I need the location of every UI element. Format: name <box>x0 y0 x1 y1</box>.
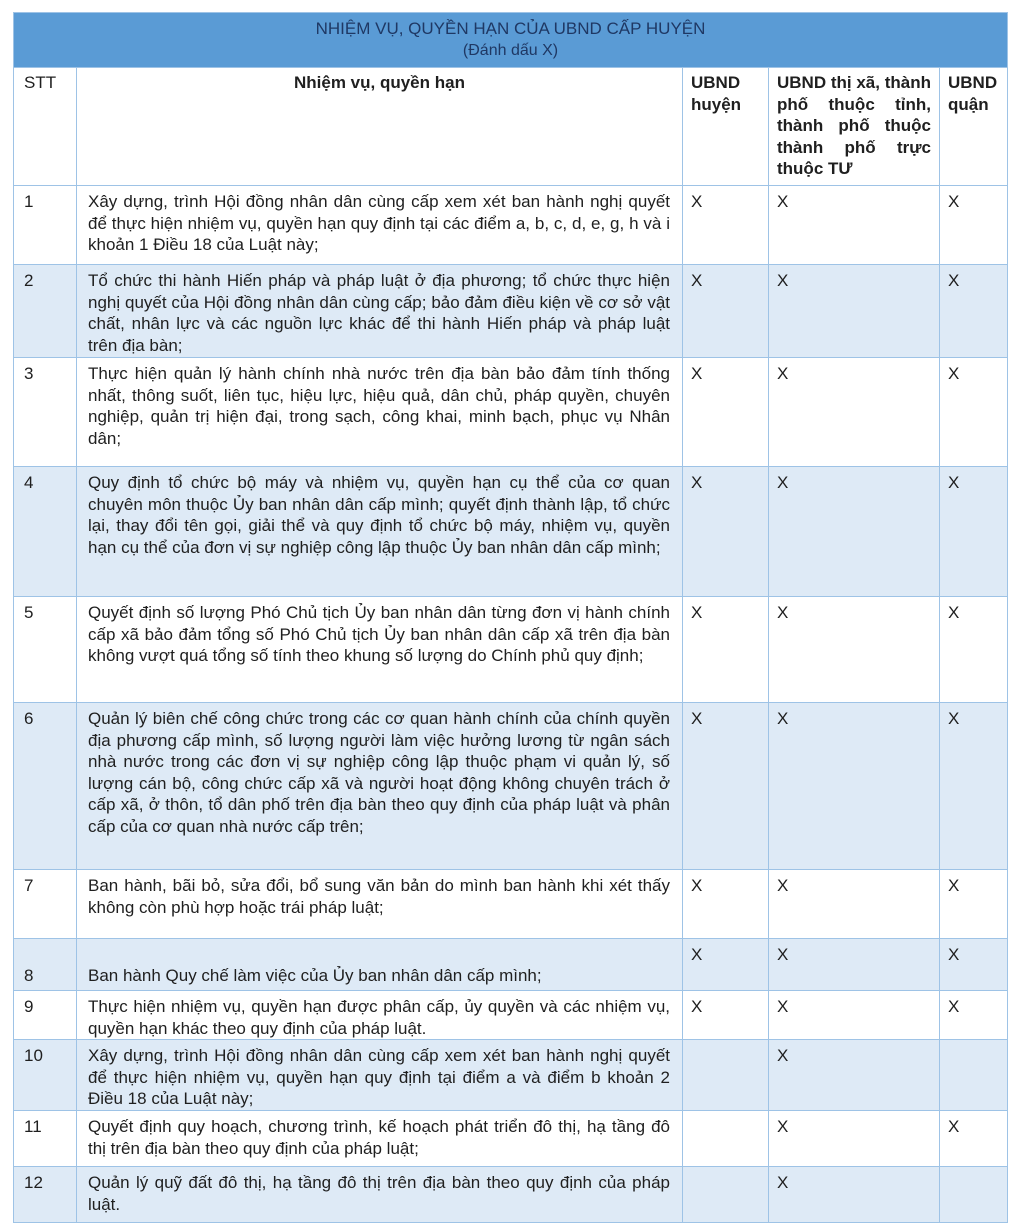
mark-quan: X <box>940 467 1008 597</box>
mark-quan: X <box>940 1111 1008 1167</box>
mark-thi-xa: X <box>769 597 940 703</box>
table-row <box>14 358 1008 467</box>
table-row <box>14 991 1008 1040</box>
mark-quan <box>940 1167 1008 1223</box>
row-stt: 11 <box>14 1111 77 1167</box>
row-task: Tổ chức thi hành Hiến pháp và pháp luật ở địa phương; tổ chức thực hiện nghị quyết của Hội đồng nhân dân cùng cấp; bảo đảm điều kiện về cơ sở vật chất, nhân lực và các nguồn lực khác để thi hành Hiến pháp và pháp luật trên địa bàn; <box>77 265 683 358</box>
row-task: Thực hiện nhiệm vụ, quyền hạn được phân cấp, ủy quyền và các nhiệm vụ, quyền hạn khác theo quy định của pháp luật. <box>77 991 683 1040</box>
table-row <box>14 467 1008 597</box>
table-row <box>14 597 1008 703</box>
mark-huyen <box>683 1040 769 1111</box>
mark-huyen: X <box>683 467 769 597</box>
duties-table-container <box>13 12 1007 1223</box>
mark-thi-xa: X <box>769 265 940 358</box>
table-row <box>14 265 1008 358</box>
header-ubnd-quan: UBND quận <box>940 68 1008 186</box>
row-task: Quyết định số lượng Phó Chủ tịch Ủy ban nhân dân từng đơn vị hành chính cấp xã bảo đảm tổng số Phó Chủ tịch Ủy ban nhân dân cấp xã trên địa bàn không vượt quá tổng số tính theo khung số lượng do Chính phủ quy định; <box>77 597 683 703</box>
row-stt: 1 <box>14 186 77 265</box>
table-row <box>14 1040 1008 1111</box>
row-stt: 5 <box>14 597 77 703</box>
mark-huyen: X <box>683 186 769 265</box>
mark-quan: X <box>940 358 1008 467</box>
mark-huyen: X <box>683 703 769 870</box>
table-row <box>14 939 1008 991</box>
mark-thi-xa: X <box>769 467 940 597</box>
mark-thi-xa: X <box>769 1167 940 1223</box>
table-row <box>14 870 1008 939</box>
table-title-main: NHIỆM VỤ, QUYỀN HẠN CỦA UBND CẤP HUYỆN <box>315 19 706 38</box>
table-title-subtitle: (Đánh dấu X) <box>462 42 559 59</box>
mark-quan: X <box>940 186 1008 265</box>
row-task: Ban hành Quy chế làm việc của Ủy ban nhân dân cấp mình; <box>77 939 683 991</box>
mark-huyen: X <box>683 939 769 991</box>
mark-huyen: X <box>683 991 769 1040</box>
row-stt: 2 <box>14 265 77 358</box>
row-stt: 10 <box>14 1040 77 1111</box>
row-task: Ban hành, bãi bỏ, sửa đổi, bổ sung văn bản do mình ban hành khi xét thấy không còn phù hợp hoặc trái pháp luật; <box>77 870 683 939</box>
mark-thi-xa: X <box>769 991 940 1040</box>
row-task: Quản lý quỹ đất đô thị, hạ tầng đô thị trên địa bàn theo quy định của pháp luật. <box>77 1167 683 1223</box>
row-stt: 3 <box>14 358 77 467</box>
column-header-row <box>14 68 1008 186</box>
mark-thi-xa: X <box>769 1040 940 1111</box>
row-stt: 12 <box>14 1167 77 1223</box>
row-stt: 4 <box>14 467 77 597</box>
mark-quan <box>940 1040 1008 1111</box>
mark-thi-xa: X <box>769 186 940 265</box>
row-task: Thực hiện quản lý hành chính nhà nước trên địa bàn bảo đảm tính thống nhất, thông suốt, liên tục, hiệu lực, hiệu quả, dân chủ, pháp quyền, chuyên nghiệp, quản trị hiện đại, trong sạch, công khai, minh bạch, phục vụ Nhân dân; <box>77 358 683 467</box>
mark-quan: X <box>940 703 1008 870</box>
row-stt: 6 <box>14 703 77 870</box>
row-stt: 8 <box>14 939 77 991</box>
mark-quan: X <box>940 265 1008 358</box>
row-stt: 9 <box>14 991 77 1040</box>
row-task: Xây dựng, trình Hội đồng nhân dân cùng cấp xem xét ban hành nghị quyết để thực hiện nhiệm vụ, quyền hạn quy định tại điểm a và điểm b khoản 2 Điều 18 của Luật này; <box>77 1040 683 1111</box>
mark-huyen: X <box>683 870 769 939</box>
header-ubnd-huyen: UBND huyện <box>683 68 769 186</box>
row-task: Xây dựng, trình Hội đồng nhân dân cùng cấp xem xét ban hành nghị quyết để thực hiện nhiệm vụ, quyền hạn quy định tại các điểm a, b, c, d, e, g, h và i khoản 1 Điều 18 của Luật này; <box>77 186 683 265</box>
table-row <box>14 1111 1008 1167</box>
mark-huyen <box>683 1167 769 1223</box>
mark-huyen <box>683 1111 769 1167</box>
row-task: Quy định tổ chức bộ máy và nhiệm vụ, quyền hạn cụ thể của cơ quan chuyên môn thuộc Ủy ban nhân dân cấp mình; quyết định thành lập, tổ chức lại, thay đổi tên gọi, giải thể và quy định tổ chức bộ máy, nhiệm vụ, quyền hạn cụ thể của đơn vị sự nghiệp công lập thuộc Ủy ban nhân dân cấp mình; <box>77 467 683 597</box>
row-task: Quản lý biên chế công chức trong các cơ quan hành chính của chính quyền địa phương cấp mình, số lượng người làm việc hưởng lương từ ngân sách nhà nước trong các đơn vị sự nghiệp công lập thuộc phạm vi quản lý, số lượng cán bộ, công chức cấp xã và người hoạt động không chuyên trách ở cấp xã, ở thôn, tổ dân phố trên địa bàn theo quy định của pháp luật và phân cấp của cơ quan nhà nước cấp trên; <box>77 703 683 870</box>
mark-huyen: X <box>683 597 769 703</box>
mark-quan: X <box>940 597 1008 703</box>
row-task: Quyết định quy hoạch, chương trình, kế hoạch phát triển đô thị, hạ tầng đô thị trên địa bàn theo quy định của pháp luật; <box>77 1111 683 1167</box>
table-title <box>14 13 1008 68</box>
mark-thi-xa: X <box>769 939 940 991</box>
mark-quan: X <box>940 991 1008 1040</box>
mark-thi-xa: X <box>769 358 940 467</box>
row-stt: 7 <box>14 870 77 939</box>
table-row <box>14 1167 1008 1223</box>
header-stt: STT <box>14 68 77 186</box>
header-task: Nhiệm vụ, quyền hạn <box>77 68 683 186</box>
table-row <box>14 703 1008 870</box>
header-ubnd-thi-xa: UBND thị xã, thành phố thuộc tỉnh, thành phố thuộc thành phố trực thuộc TƯ <box>769 68 940 186</box>
mark-thi-xa: X <box>769 870 940 939</box>
mark-quan: X <box>940 870 1008 939</box>
mark-quan: X <box>940 939 1008 991</box>
mark-huyen: X <box>683 358 769 467</box>
mark-thi-xa: X <box>769 703 940 870</box>
table-row <box>14 186 1008 265</box>
table-title-row <box>14 13 1008 68</box>
mark-huyen: X <box>683 265 769 358</box>
duties-table <box>13 12 1008 1223</box>
mark-thi-xa: X <box>769 1111 940 1167</box>
